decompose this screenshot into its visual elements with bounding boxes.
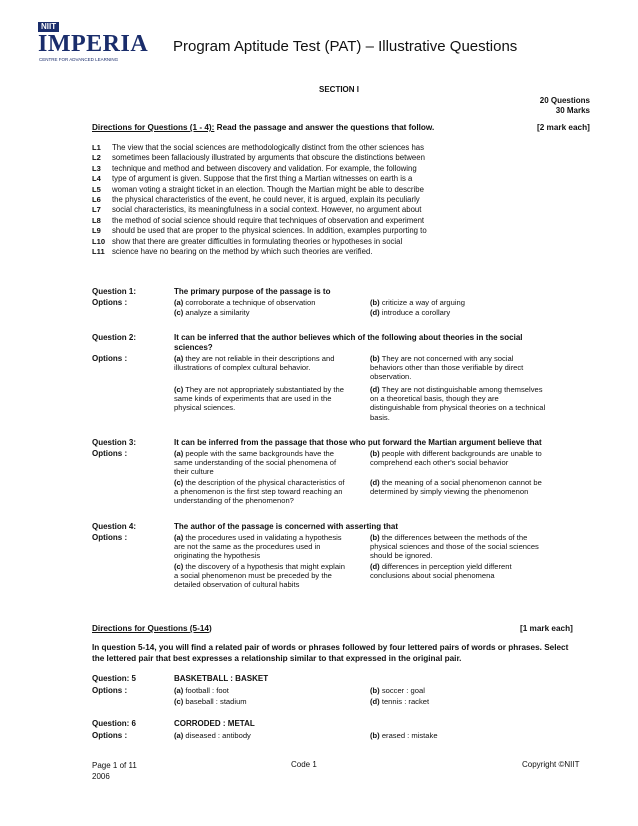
passage-line: [92, 195, 562, 205]
total-marks: 30 Marks: [555, 106, 590, 115]
line-number: L1: [92, 143, 101, 152]
passage-line: [92, 164, 562, 174]
line-text: the method of social science should require that techniques of observation and experiment: [112, 215, 425, 225]
passage-line: [92, 185, 562, 195]
question-2-option-c[interactable]: (c) They are not appropriately substantiated by the same kinds of experiments that are used in the physical sciences.: [174, 385, 344, 413]
question-3-stem: It can be inferred from the passage that those who put forward the Martian argument believe that: [174, 438, 542, 447]
niit-imperia-logo: [38, 22, 156, 64]
passage-line: [92, 226, 562, 236]
passage-line: [92, 237, 562, 247]
reading-passage: [92, 143, 562, 257]
passage-line: [92, 174, 562, 184]
question-3-label: Question 3:: [92, 438, 137, 447]
document-title: Program Aptitude Test (PAT) – Illustrative Questions: [173, 38, 518, 55]
question-3-option-b[interactable]: (b) people with different backgrounds are unable to comprehend each other's social behavior: [370, 449, 542, 468]
question-6-options-label: Options :: [92, 731, 128, 740]
question-4-options-label: Options :: [92, 533, 128, 542]
section-heading: SECTION I: [319, 85, 360, 94]
line-number: L2: [92, 153, 101, 163]
question-5-option-d[interactable]: (d) tennis : racket: [370, 697, 430, 706]
question-1-stem: The primary purpose of the passage is to: [174, 287, 331, 296]
line-number: L8: [92, 215, 101, 225]
question-1-options-label: Options :: [92, 298, 128, 307]
directions-2-marks: [1 mark each]: [520, 624, 573, 633]
footer-year: 2006: [92, 772, 110, 781]
question-4-stem: The author of the passage is concerned with asserting that: [174, 522, 399, 531]
question-5-option-c[interactable]: (c) baseball : stadium: [174, 697, 247, 706]
question-6-label: Question: 6: [92, 719, 137, 728]
line-text: woman voting a straight ticket in an election. Though the Martian might be able to describe: [112, 184, 424, 194]
line-text: sometimes been fallaciously illustrated by arguments that obscure the distinctions between: [112, 153, 425, 163]
question-count: 20 Questions: [539, 96, 590, 105]
question-1-option-b[interactable]: (b) criticize a way of arguing: [370, 298, 465, 307]
question-1-option-a[interactable]: (a) corroborate a technique of observation: [174, 298, 316, 307]
passage-line: [92, 205, 562, 215]
section-summary: [540, 96, 590, 116]
question-3-options-label: Options :: [92, 449, 128, 458]
question-3-option-d[interactable]: (d) the meaning of a social phenomenon cannot be determined by simply viewing the phenomenon: [370, 478, 542, 497]
footer-code: Code 1: [291, 760, 317, 769]
directions-1-marks: [2 mark each]: [537, 123, 590, 132]
line-number: L11: [92, 246, 105, 256]
question-5-stem: BASKETBALL : BASKET: [174, 674, 269, 683]
question-3-option-a[interactable]: (a) people with the same backgrounds have the same understanding of the social phenomena of their culture: [174, 449, 337, 477]
directions-1: [92, 123, 434, 132]
question-6-option-a[interactable]: (a) diseased : antibody: [174, 731, 251, 740]
question-5-options-label: Options :: [92, 686, 128, 695]
directions-2-prefix: Directions for Questions (5-14: [92, 624, 209, 633]
footer-copyright: Copyright ©NIIT: [522, 760, 580, 769]
question-2-options-label: Options :: [92, 354, 128, 363]
question-1-label: Question 1:: [92, 287, 137, 296]
question-5-option-a[interactable]: (a) football : foot: [174, 686, 229, 695]
question-6-stem: CORRODED : METAL: [174, 719, 255, 728]
line-text: type of argument is given. Suppose that the first thing a Martian witnesses on earth is a: [112, 174, 413, 184]
line-number: L6: [92, 194, 101, 204]
question-2-label: Question 2:: [92, 333, 137, 342]
question-2-option-b[interactable]: (b) They are not concerned with any social behaviors other than those verifiable by direct observation.: [370, 354, 524, 382]
question-1-option-c[interactable]: (c) analyze a similarity: [174, 308, 250, 317]
question-4-option-c[interactable]: (c) the discovery of a hypothesis that might explain a social phenomenon must be preceded by the detailed observation of cultural habits: [174, 562, 345, 590]
question-3-option-c[interactable]: (c) the description of the physical characteristics of a phenomenon is the first step toward reaching an understanding of the phenomenon?: [174, 478, 345, 506]
logo-tagline: CENTRE FOR ADVANCED LEARNING: [39, 57, 119, 62]
line-text: technique and method and between discovery and validation. For example, the following: [112, 163, 417, 173]
question-4-option-b[interactable]: (b) the differences between the methods of the physical sciences and those of the social sciences should be ignored.: [370, 533, 539, 561]
question-2-option-d[interactable]: (d) They are not distinguishable among themselves on a theoretical basis, though they are distinguishable from physical theories on a technical basis.: [370, 385, 546, 422]
page-number: Page 1 of 11: [92, 761, 137, 770]
question-5-option-b[interactable]: (b) soccer : goal: [370, 686, 425, 695]
line-text: The view that the social sciences are methodologically distinct from the other sciences has: [112, 143, 425, 152]
line-text: science have no bearing on the method by which such theories are verified.: [112, 246, 373, 256]
passage-line: [92, 143, 562, 153]
directions-1-text: Read the passage and answer the questions that follow.: [214, 123, 435, 132]
passage-line: [92, 216, 562, 226]
question-4-option-a[interactable]: (a) the procedures used in validating a hypothesis are not the same as the procedures used in originating the hypothesis: [174, 533, 342, 561]
line-number: L9: [92, 226, 101, 236]
logo-imperia: IMPERIA: [38, 31, 149, 57]
line-text: show that there are greater difficulties in formulating theories or hypotheses in social: [112, 236, 403, 246]
question-2-option-a[interactable]: (a) they are not reliable in their descriptions and illustrations of complex cultural behavior.: [174, 354, 335, 373]
directions-1-prefix: Directions for Questions (1 - 4):: [92, 123, 215, 132]
line-number: L4: [92, 174, 101, 184]
line-number: L5: [92, 184, 101, 194]
question-4-label: Question 4:: [92, 522, 137, 531]
line-number: L3: [92, 163, 101, 173]
directions-2: [92, 624, 212, 633]
question-5-label: Question: 5: [92, 674, 137, 683]
question-6-option-b[interactable]: (b) erased : mistake: [370, 731, 438, 740]
passage-line: [92, 247, 562, 257]
question-2-stem: It can be inferred that the author believes which of the following about theories in the social sciences?: [174, 333, 523, 352]
line-number: L10: [92, 236, 106, 246]
line-text: social characteristics, its meaningfulness in a social context. However, no argument about: [112, 205, 422, 215]
passage-line: [92, 153, 562, 163]
line-number: L7: [92, 205, 101, 215]
line-text: should be used that are proper to the physical sciences. In addition, examples purporting to: [112, 226, 427, 236]
question-1-option-d[interactable]: (d) introduce a corollary: [370, 308, 451, 317]
line-text: the physical characteristics of the event, he could never, it is argued, explain its peculiarly: [112, 194, 420, 204]
question-4-option-d[interactable]: (d) differences in perception yield different conclusions about social phenomena: [370, 562, 512, 581]
directions-2-instructions: In question 5-14, you will find a related pair of words or phrases followed by four lettered pairs of words or phrases. Select the lettered pair that best expresses a relationship similar to that expressed in the original pair.: [92, 643, 569, 663]
footer-page-info: [92, 760, 137, 782]
logo-niit: NIIT: [38, 22, 59, 32]
directions-2-suffix: ): [208, 624, 212, 633]
